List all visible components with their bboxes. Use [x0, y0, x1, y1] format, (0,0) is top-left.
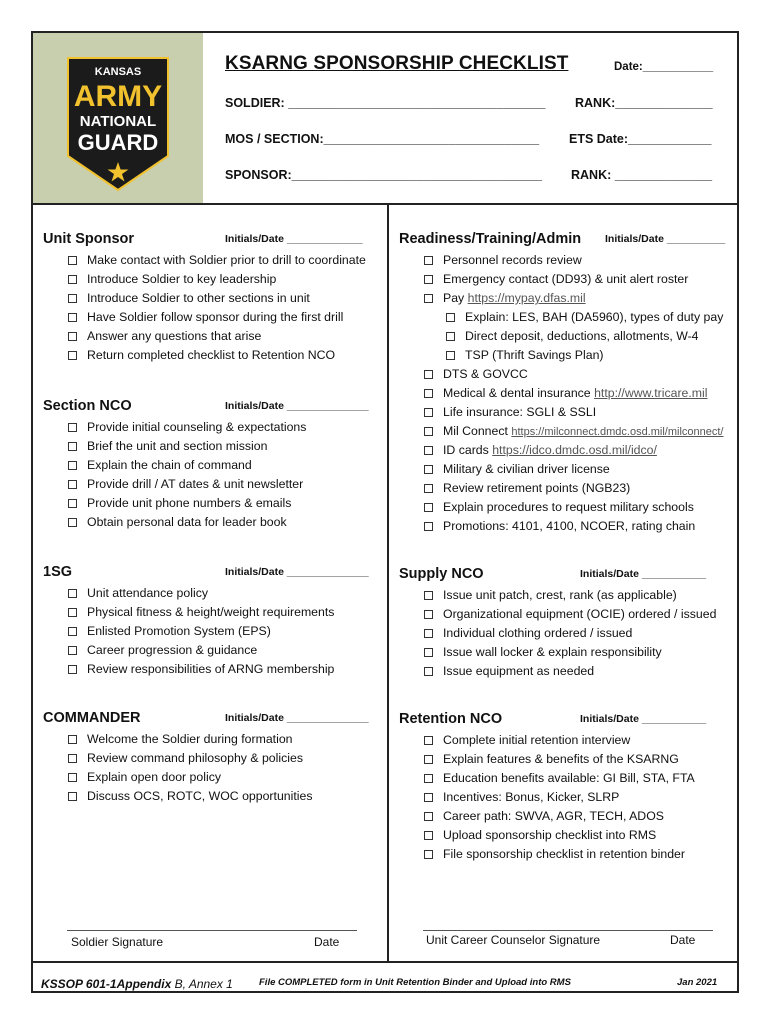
footer-divider: [33, 961, 737, 963]
checkbox[interactable]: [68, 773, 77, 782]
checkbox[interactable]: [446, 313, 455, 322]
checklist-item: ID cards https://idco.dmdc.osd.mil/idco/: [399, 441, 723, 460]
checkbox[interactable]: [424, 793, 433, 802]
section-title: Retention NCO: [399, 711, 503, 727]
logo-panel: [33, 33, 203, 203]
checkbox[interactable]: [424, 648, 433, 657]
checklist-item: Provide initial counseling & expectations: [43, 418, 306, 437]
checklist-item: Answer any questions that arise: [43, 327, 366, 346]
section-title: Section NCO: [43, 398, 132, 414]
checkbox[interactable]: [424, 812, 433, 821]
milconnect-link[interactable]: https://milconnect.dmdc.osd.mil/milconnect/: [511, 426, 724, 438]
checkbox[interactable]: [424, 446, 433, 455]
checklist-item: Education benefits available: GI Bill, STA, FTA: [399, 769, 695, 788]
checklist-item: Military & civilian driver license: [399, 460, 723, 479]
checkbox[interactable]: [68, 332, 77, 341]
checkbox[interactable]: [68, 313, 77, 322]
checkbox[interactable]: [424, 850, 433, 859]
checklist-item: Review retirement points (NGB23): [399, 479, 723, 498]
checkbox[interactable]: [424, 484, 433, 493]
checklist-item: Brief the unit and section mission: [43, 437, 306, 456]
checklist-subitem: Direct deposit, deductions, allotments, W-4: [399, 327, 723, 346]
soldier-date-label: Date: [314, 935, 340, 949]
section-title: Unit Sponsor: [43, 231, 135, 247]
ets-date-field[interactable]: ETS Date:____________: [569, 132, 712, 146]
checklist-item: Issue equipment as needed: [399, 662, 716, 681]
checklist-item: Discuss OCS, ROTC, WOC opportunities: [43, 787, 313, 806]
checklist-item: Career progression & guidance: [43, 641, 334, 660]
army-national-guard-logo: [64, 54, 172, 194]
checklist-item: Incentives: Bonus, Kicker, SLRP: [399, 788, 695, 807]
checkbox[interactable]: [68, 351, 77, 360]
filing-note: File COMPLETED form in Unit Retention Binder and Upload into RMS: [259, 977, 571, 988]
checklist-item: Mil Connect https://milconnect.dmdc.osd.mil/milconnect/: [399, 422, 723, 441]
checklist-item: Return completed checklist to Retention NCO: [43, 346, 366, 365]
checkbox[interactable]: [424, 774, 433, 783]
counselor-signature-label: Unit Career Counselor Signature: [426, 933, 601, 947]
checkbox[interactable]: [68, 480, 77, 489]
tricare-link[interactable]: http://www.tricare.mil: [594, 386, 708, 400]
checklist-subitem: TSP (Thrift Savings Plan): [399, 346, 723, 365]
checkbox[interactable]: [446, 351, 455, 360]
checklist-item: Explain features & benefits of the KSARNG: [399, 750, 695, 769]
revision-date: Jan 2021: [677, 977, 718, 988]
checklist-item: Provide drill / AT dates & unit newsletter: [43, 475, 306, 494]
checklist-item: Career path: SWVA, AGR, TECH, ADOS: [399, 807, 695, 826]
sponsor-field[interactable]: SPONSOR:____________________________________: [225, 168, 542, 182]
checklist-item: Review responsibilities of ARNG membership: [43, 660, 334, 679]
checkbox[interactable]: [68, 608, 77, 617]
checklist-item: DTS & GOVCC: [399, 365, 723, 384]
checkbox[interactable]: [68, 646, 77, 655]
checklist-item: Explain open door policy: [43, 768, 313, 787]
checkbox[interactable]: [68, 735, 77, 744]
checklist-item: Physical fitness & height/weight requirements: [43, 603, 334, 622]
initials-date-field[interactable]: Initials/Date ______________: [225, 712, 369, 724]
checkbox[interactable]: [424, 755, 433, 764]
initials-date-field[interactable]: Initials/Date ___________: [580, 713, 707, 725]
checkbox[interactable]: [446, 332, 455, 341]
checklist-item: Medical & dental insurance http://www.tricare.mil: [399, 384, 723, 403]
checkbox[interactable]: [68, 589, 77, 598]
checkbox[interactable]: [68, 754, 77, 763]
counselor-date-label: Date: [670, 933, 696, 947]
checkbox[interactable]: [68, 275, 77, 284]
soldier-signature-label: Soldier Signature: [71, 935, 164, 949]
document-reference: KSSOP 601-1Appendix B, Annex 1: [41, 977, 233, 991]
checkbox[interactable]: [68, 665, 77, 674]
checkbox[interactable]: [424, 370, 433, 379]
logo-state: KANSAS: [94, 66, 142, 78]
checkbox[interactable]: [424, 591, 433, 600]
logo-national: NATIONAL: [79, 113, 157, 130]
checklist-subitem: Explain: LES, BAH (DA5960), types of duty pay: [399, 308, 723, 327]
checkbox[interactable]: [424, 667, 433, 676]
checkbox[interactable]: [424, 503, 433, 512]
initials-date-field[interactable]: Initials/Date _____________: [225, 233, 363, 245]
checkbox[interactable]: [424, 736, 433, 745]
logo-army: ARMY: [73, 80, 163, 113]
section-title: Supply NCO: [399, 566, 484, 582]
checklist-item: Introduce Soldier to other sections in unit: [43, 289, 366, 308]
checkbox[interactable]: [424, 610, 433, 619]
checkbox[interactable]: [424, 389, 433, 398]
checklist-item: Unit attendance policy: [43, 584, 334, 603]
checklist-item: Organizational equipment (OCIE) ordered / issued: [399, 605, 716, 624]
logo-guard: GUARD: [77, 130, 159, 155]
checkbox[interactable]: [424, 427, 433, 436]
initials-date-field[interactable]: Initials/Date ______________: [225, 400, 369, 412]
checklist-item: Emergency contact (DD93) & unit alert roster: [399, 270, 723, 289]
soldier-field[interactable]: SOLDIER: _____________________________________: [225, 96, 546, 110]
checklist-item: File sponsorship checklist in retention binder: [399, 845, 695, 864]
checkbox[interactable]: [424, 465, 433, 474]
checkbox[interactable]: [68, 294, 77, 303]
checkbox[interactable]: [424, 294, 433, 303]
checkbox[interactable]: [68, 423, 77, 432]
checklist-item: Explain the chain of command: [43, 456, 306, 475]
checklist-item: Promotions: 4101, 4100, NCOER, rating chain: [399, 517, 723, 536]
checklist-item: Individual clothing ordered / issued: [399, 624, 716, 643]
section-title: 1SG: [43, 564, 73, 580]
checkbox[interactable]: [68, 442, 77, 451]
checkbox[interactable]: [68, 499, 77, 508]
idco-link[interactable]: https://idco.dmdc.osd.mil/idco/: [492, 443, 657, 457]
checkbox[interactable]: [68, 461, 77, 470]
checklist-item: Welcome the Soldier during formation: [43, 730, 313, 749]
section-title: COMMANDER: [43, 710, 141, 726]
checkbox[interactable]: [68, 256, 77, 265]
rank-field[interactable]: RANK:______________: [575, 96, 713, 110]
checkbox[interactable]: [68, 627, 77, 636]
checkbox[interactable]: [424, 256, 433, 265]
initials-date-field[interactable]: Initials/Date ___________: [580, 568, 707, 580]
checklist-item: Review command philosophy & policies: [43, 749, 313, 768]
checklist-item: Provide unit phone numbers & emails: [43, 494, 306, 513]
header-divider: [33, 203, 737, 205]
soldier-signature-line[interactable]: [67, 930, 357, 931]
sponsor-rank-field[interactable]: RANK: ______________: [571, 168, 713, 182]
mypay-link[interactable]: https://mypay.dfas.mil: [467, 291, 586, 305]
checklist-item: Explain procedures to request military schools: [399, 498, 723, 517]
checklist-item: Complete initial retention interview: [399, 731, 695, 750]
section-title: Readiness/Training/Admin: [399, 231, 582, 247]
checklist-item: Enlisted Promotion System (EPS): [43, 622, 334, 641]
checklist-item: Have Soldier follow sponsor during the first drill: [43, 308, 366, 327]
checklist-item: Obtain personal data for leader book: [43, 513, 306, 532]
mos-section-field[interactable]: MOS / SECTION:_______________________________: [225, 132, 540, 146]
checklist-form: [31, 31, 739, 993]
checklist-item: Issue wall locker & explain responsibility: [399, 643, 716, 662]
checklist-item: Pay https://mypay.dfas.mil: [399, 289, 723, 308]
date-field[interactable]: Date:___________: [614, 61, 714, 73]
checkbox[interactable]: [424, 831, 433, 840]
column-divider: [387, 203, 389, 961]
checklist-item: Make contact with Soldier prior to drill to coordinate: [43, 251, 366, 270]
form-title: KSARNG SPONSORSHIP CHECKLIST: [225, 53, 569, 74]
checkbox[interactable]: [424, 408, 433, 417]
checklist-item: Personnel records review: [399, 251, 723, 270]
counselor-signature-line[interactable]: [423, 930, 713, 931]
initials-date-field[interactable]: Initials/Date ______________: [225, 566, 369, 578]
checkbox[interactable]: [424, 629, 433, 638]
checklist-item: Introduce Soldier to key leadership: [43, 270, 366, 289]
checklist-item: Upload sponsorship checklist into RMS: [399, 826, 695, 845]
checkbox[interactable]: [68, 792, 77, 801]
checkbox[interactable]: [424, 275, 433, 284]
checklist-item: Life insurance: SGLI & SSLI: [399, 403, 723, 422]
checkbox[interactable]: [68, 518, 77, 527]
initials-date-field[interactable]: Initials/Date __________: [605, 233, 726, 245]
checklist-item: Issue unit patch, crest, rank (as applicable): [399, 586, 716, 605]
checkbox[interactable]: [424, 522, 433, 531]
